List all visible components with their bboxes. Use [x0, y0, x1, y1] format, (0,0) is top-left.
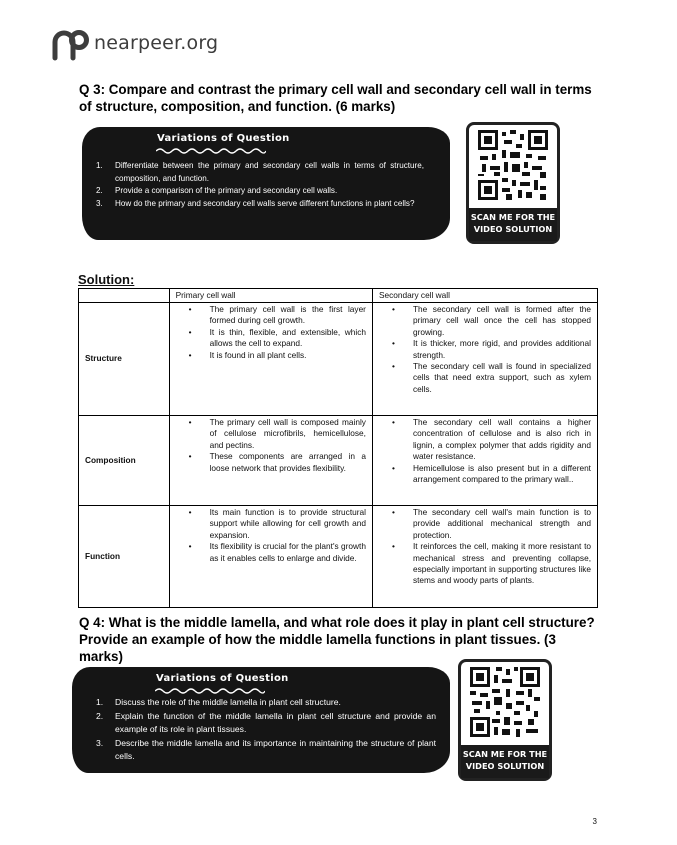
- question-4-title: Q 4: What is the middle lamella, and what role does it play in plant cell structure? Provide an example of how the middle lamella functions in plant tissues. (3 marks): [79, 615, 595, 664]
- nearpeer-logo-icon: [52, 28, 90, 62]
- q3-variations-list: [96, 160, 424, 210]
- list-item: • Hemicellulose is also present but in a different arrangement compared to the primary wall..: [379, 463, 591, 486]
- list-item: • The primary cell wall is composed mainly of cellulose microfibrils, hemicellulose, and pectins.: [176, 417, 366, 451]
- table-cell: [372, 303, 597, 416]
- list-item: • The secondary cell wall contains a higher concentration of cellulose and is also rich in lignin, a complex polymer that adds rigidity and water resistance.: [379, 417, 591, 463]
- table-cell: [372, 506, 597, 608]
- comparison-table: [78, 288, 598, 608]
- q4-variations-box: [72, 667, 450, 773]
- wave-underline-icon: [156, 147, 266, 155]
- table-cell: [372, 416, 597, 506]
- list-item: 2. Explain the function of the middle lamella in plant cell structure and provide an example of its role in plant tissues.: [96, 710, 436, 735]
- nearpeer-logo: [52, 28, 222, 62]
- solution-label: Solution:: [78, 272, 135, 287]
- wave-underline-icon: [155, 687, 265, 695]
- qr-caption: SCAN ME FOR THE VIDEO SOLUTION: [469, 208, 557, 241]
- table-header: Primary cell wall: [169, 289, 372, 303]
- list-item: • Its flexibility is crucial for the plant's growth as it enables cells to enlarge and divide.: [176, 541, 366, 564]
- q3-qr-code[interactable]: [466, 122, 560, 244]
- q4-variations-title: Variations of Question: [156, 673, 289, 684]
- list-item: • The primary cell wall is the first layer formed during cell growth.: [176, 304, 366, 327]
- list-item: • The secondary cell wall is formed after the primary cell wall once the cell has stopped growing.: [379, 304, 591, 338]
- row-label: Structure: [79, 303, 170, 416]
- table-cell: [169, 416, 372, 506]
- list-item: • It reinforces the cell, making it more resistant to mechanical stress and preventing collapse, especially important in supporting structures like stems and woody parts of plants.: [379, 541, 591, 587]
- qr-code-icon: [470, 667, 540, 737]
- list-item: 3. How do the primary and secondary cell walls serve different functions in plant cells?: [96, 198, 415, 208]
- table-row: [79, 506, 598, 608]
- q3-variations-title: Variations of Question: [157, 133, 290, 144]
- table-row: [79, 303, 598, 416]
- list-item: • The secondary cell wall is found in specialized cells that need extra support, such as xylem cells.: [379, 361, 591, 395]
- page-number: 3: [592, 817, 597, 826]
- list-item: • These components are arranged in a loose network that provides flexibility.: [176, 451, 366, 474]
- list-item: 1. Differentiate between the primary and secondary cell walls in terms of structure, composition, and function.: [96, 161, 424, 183]
- list-item: 3. Describe the middle lamella and its importance in maintaining the structure of plant cells.: [96, 737, 436, 762]
- table-cell: [169, 506, 372, 608]
- row-label: Function: [79, 506, 170, 608]
- list-item: • It is found in all plant cells.: [176, 350, 366, 361]
- qr-caption: SCAN ME FOR THE VIDEO SOLUTION: [461, 745, 549, 778]
- q4-qr-code[interactable]: [458, 659, 552, 781]
- list-item: • The secondary cell wall's main function is to provide additional mechanical strength and protection.: [379, 507, 591, 541]
- list-item: • It is thin, flexible, and extensible, which allows the cell to expand.: [176, 327, 366, 350]
- list-item: 2. Provide a comparison of the primary and secondary cell walls.: [96, 186, 338, 196]
- table-row: [79, 416, 598, 506]
- q3-variations-box: [82, 127, 450, 240]
- list-item: • It is thicker, more rigid, and provides additional strength.: [379, 338, 591, 361]
- brand-name: nearpeer.org: [94, 32, 219, 54]
- table-cell: [169, 303, 372, 416]
- qr-code-icon: [478, 130, 548, 200]
- q4-variations-list: [96, 696, 436, 764]
- table-header: [79, 289, 170, 303]
- list-item: 1. Discuss the role of the middle lamella in plant cell structure.: [96, 697, 341, 707]
- row-label: Composition: [79, 416, 170, 506]
- list-item: • Its main function is to provide structural support while allowing for cell growth and expansion.: [176, 507, 366, 541]
- table-header: Secondary cell wall: [372, 289, 597, 303]
- table-header-row: [79, 289, 598, 303]
- question-3-title: Q 3: Compare and contrast the primary cell wall and secondary cell wall in terms of structure, composition, and function. (6 marks): [79, 82, 592, 114]
